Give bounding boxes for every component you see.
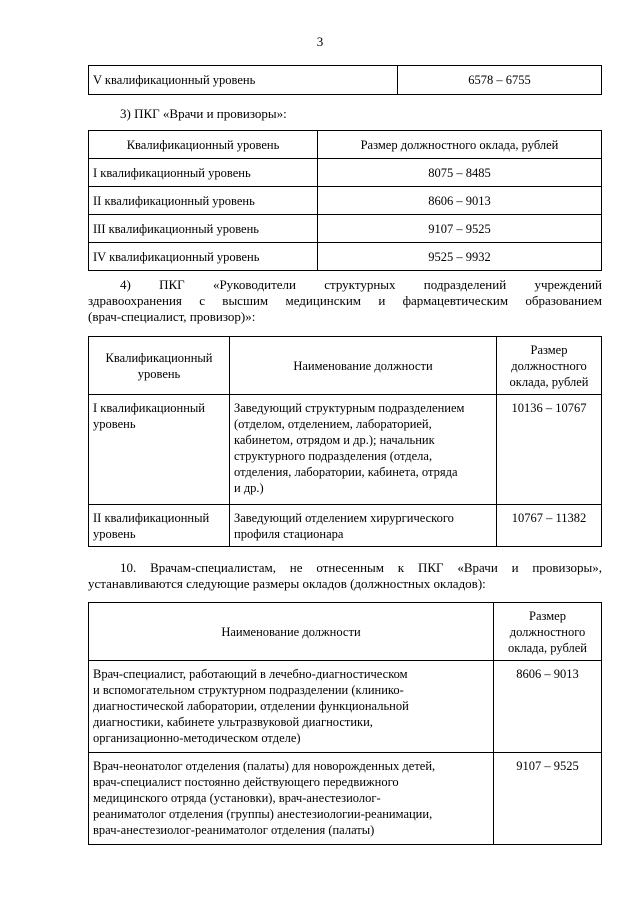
position-line: отделения, лаборатории, кабинета, отряда (234, 465, 458, 479)
table-header-row (89, 603, 602, 661)
table-section4 (88, 336, 602, 547)
header-line: Размер (530, 342, 568, 357)
header-salary (494, 603, 602, 661)
position-line: структурного подразделения (отдела, (234, 449, 433, 463)
salary-cell: 6578 – 6755 (398, 66, 602, 95)
salary-cell: 8606 – 9013 (318, 187, 602, 215)
position-cell (230, 395, 497, 505)
position-line: врач-анестезиолог-реаниматолог отделения (палаты) (93, 823, 375, 837)
header-position: Наименование должности (230, 337, 497, 395)
position-line: Врач-специалист, работающий в лечебно-диагностическом (93, 667, 408, 681)
position-line: Врач-неонатолог отделения (палаты) для новорожденных детей, (93, 759, 436, 773)
table-row (89, 395, 602, 505)
level-cell: III квалификационный уровень (89, 215, 318, 243)
table-row (89, 215, 602, 243)
position-line: (отделом, отделением, лабораторией, (234, 417, 432, 431)
level-line: II квалификационный (93, 511, 210, 525)
header-position: Наименование должности (89, 603, 494, 661)
position-line: Заведующий отделением хирургического (234, 511, 454, 525)
position-cell (230, 505, 497, 547)
table-header-row (89, 131, 602, 159)
header-line: оклада, рублей (508, 640, 587, 655)
table-row (89, 66, 602, 95)
table-section3 (88, 130, 602, 271)
section3-heading: 3) ПКГ «Врачи и провизоры»: (120, 106, 287, 121)
level-line: уровень (93, 417, 136, 431)
position-line: диагностической лаборатории, отделении функциональной (93, 699, 409, 713)
header-line: оклада, рублей (509, 374, 589, 389)
header-line: должностного (509, 624, 586, 639)
header-line: должностного (511, 358, 587, 373)
position-cell (89, 753, 494, 845)
table-row (89, 753, 602, 845)
position-line: реаниматолог отделения (группы) анестезиологии-реанимации, (93, 807, 433, 821)
position-line: и др.) (234, 481, 264, 495)
level-cell (89, 395, 230, 505)
header-salary (497, 337, 602, 395)
level-line: I квалификационный (93, 401, 205, 415)
salary-cell: 9107 – 9525 (494, 753, 602, 845)
position-cell (89, 661, 494, 753)
header-salary: Размер должностного оклада, рублей (318, 131, 602, 159)
paragraph-line: устанавливаются следующие размеры окладов (должностных окладов): (88, 576, 486, 591)
position-line: медицинского отряда (установки), врач-анестезиолог- (93, 791, 381, 805)
position-line: Заведующий структурным подразделением (234, 401, 465, 415)
level-cell: V квалификационный уровень (89, 66, 398, 95)
table-section10 (88, 602, 602, 845)
table-row (89, 243, 602, 271)
position-line: диагностики, кабинете ультразвуковой диагностики, (93, 715, 373, 729)
heading-line: (врач-специалист, провизор)»: (88, 309, 256, 324)
heading-line: 4) ПКГ «Руководители структурных подразделений учреждений (120, 277, 602, 292)
section10-paragraph (88, 560, 602, 592)
salary-cell: 9107 – 9525 (318, 215, 602, 243)
salary-cell: 9525 – 9932 (318, 243, 602, 271)
header-line: уровень (137, 366, 181, 381)
header-line: Квалификационный (105, 350, 213, 365)
level-cell: I квалификационный уровень (89, 159, 318, 187)
salary-cell: 8606 – 9013 (494, 661, 602, 753)
level-line: уровень (93, 527, 136, 541)
paragraph-line: 10. Врачам-специалистам, не отнесенным к ПКГ «Врачи и провизоры», (120, 560, 602, 575)
salary-cell: 10136 – 10767 (497, 395, 602, 505)
salary-cell: 10767 – 11382 (497, 505, 602, 547)
position-line: профиля стационара (234, 527, 344, 541)
position-line: организационно-методическом отделе) (93, 731, 301, 745)
level-cell: IV квалификационный уровень (89, 243, 318, 271)
table-row (89, 159, 602, 187)
position-line: кабинетом, отрядом и др.); начальник (234, 433, 435, 447)
level-cell (89, 505, 230, 547)
table-row (89, 505, 602, 547)
position-line: и вспомогательном структурном подразделении (клинико- (93, 683, 404, 697)
header-line: Размер (529, 608, 566, 623)
position-line: врач-специалист постоянно действующего передвижного (93, 775, 399, 789)
section4-heading (88, 277, 602, 325)
header-level: Квалификационный уровень (89, 131, 318, 159)
table-header-row (89, 337, 602, 395)
table-row (89, 187, 602, 215)
page-number: 3 (316, 34, 324, 49)
table-top (88, 65, 602, 95)
header-level (89, 337, 230, 395)
table-row (89, 661, 602, 753)
salary-cell: 8075 – 8485 (318, 159, 602, 187)
heading-line: здравоохранения с высшим медицинским и фармацевтическим образованием (88, 293, 602, 308)
level-cell: II квалификационный уровень (89, 187, 318, 215)
